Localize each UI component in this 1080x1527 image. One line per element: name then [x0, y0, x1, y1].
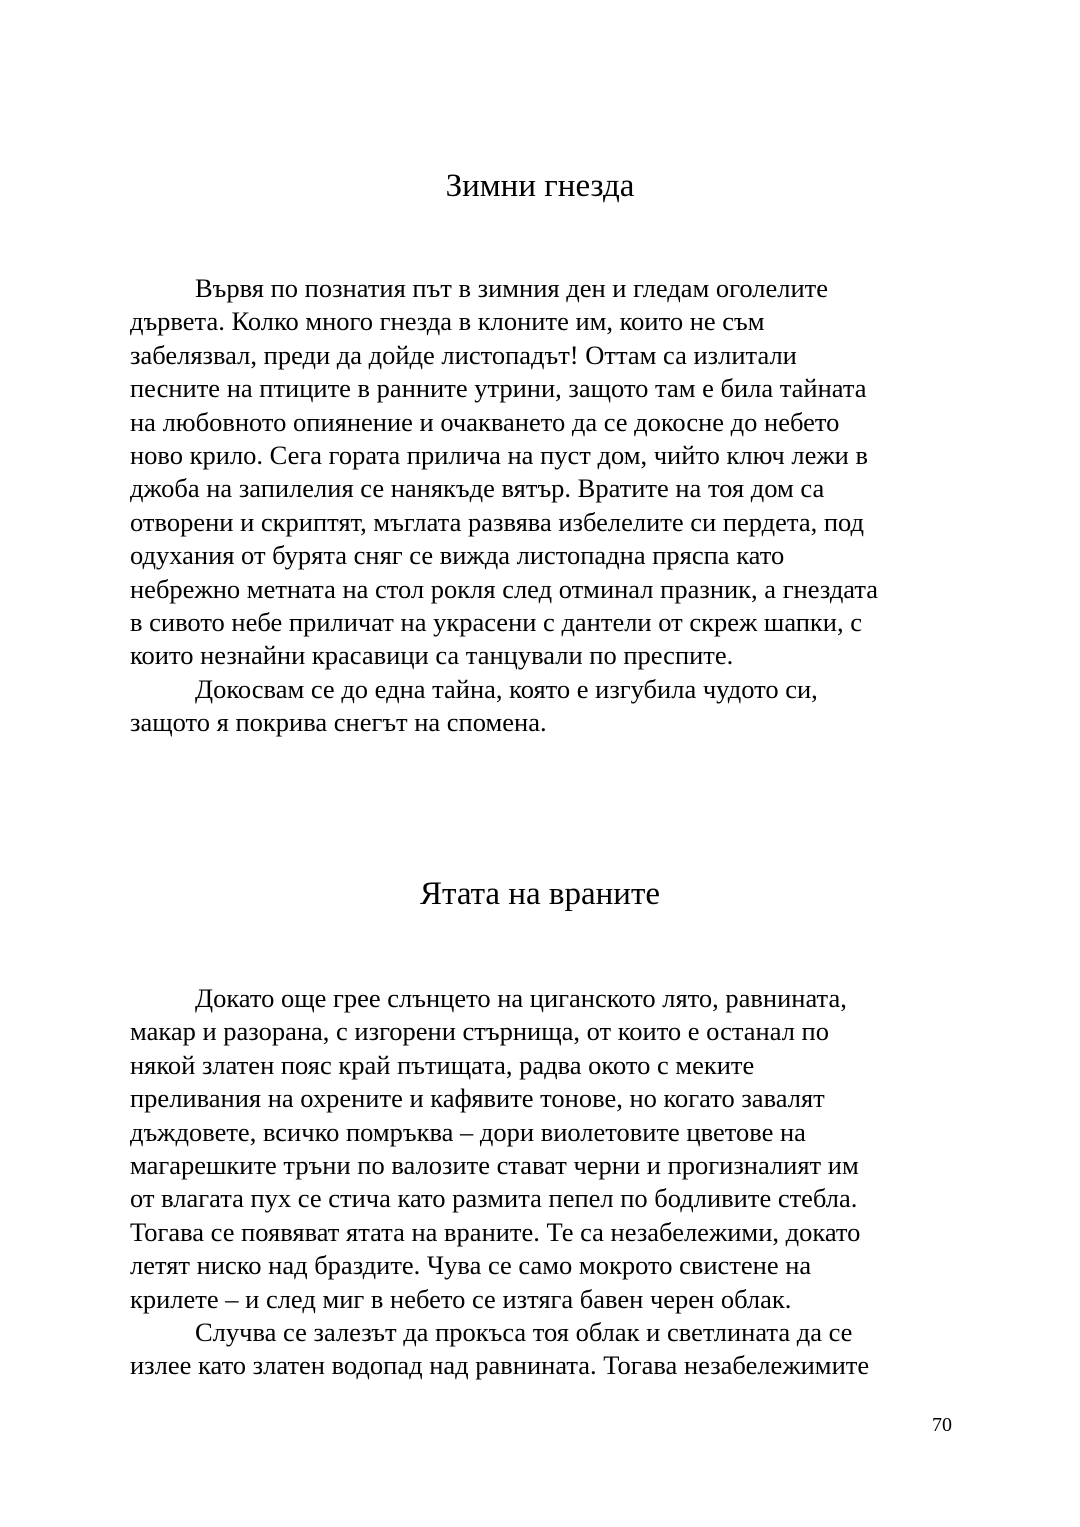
text-line: които незнайни красавици са танцували по преспите. — [130, 640, 734, 671]
text-line: дъждовете, всичко помръква – дори виолетовите цветове на — [130, 1116, 806, 1147]
text-line: отворени и скриптят, мъглата развява избелелите си пердета, под — [130, 506, 864, 537]
text-line: ново крило. Сега гората прилича на пуст дом, чийто ключ лежи в — [130, 440, 868, 471]
section-text-winter-nests — [130, 272, 960, 740]
section-title-crow-flocks: Ятата на враните — [419, 876, 661, 912]
text-line: забелязвал, преди да дойде листопадът! Оттам са излитали — [130, 339, 797, 370]
text-line: дървета. Колко много гнезда в клоните им, които не съм — [130, 306, 765, 337]
text-line: джоба на запилелия се нанякъде вятър. Вратите на тоя дом са — [130, 473, 825, 504]
text-line: песните на птиците в ранните утрини, защото там е била тайната — [130, 373, 867, 404]
text-line: излее като златен водопад над равнината. Тогава незабележимите — [130, 1350, 870, 1381]
text-line: макар и разорана, с изгорени стърнища, от които е останал по — [130, 1016, 829, 1047]
text-line: Докато още грее слънцето на циганското лято, равнината, — [195, 983, 847, 1013]
text-line: на любовното опиянение и очакването да се докосне до небето — [130, 406, 840, 437]
text-line: Вървя по познатия път в зимния ден и гледам оголелите — [195, 273, 828, 303]
text-line: защото я покрива снегът на спомена. — [130, 707, 547, 738]
text-line: небрежно метната на стол рокля след отминал празник, а гнездата — [130, 573, 879, 604]
text-line: Случва се залезът да прокъса тоя облак и светлината да се — [195, 1317, 853, 1348]
text-line: Докосвам се до една тайна, която е изгубила чудото си, — [195, 673, 818, 704]
text-line: някой златен пояс край пътищата, радва окото с меките — [130, 1049, 755, 1080]
text-line: Тогава се появяват ятата на враните. Те са незабележими, докато — [130, 1216, 861, 1247]
text-line: от влагата пух се стича като размита пепел по бодливите стебла. — [130, 1183, 858, 1214]
page-number: 70 — [932, 1414, 952, 1436]
section-title-winter-nests: Зимни гнезда — [445, 168, 635, 204]
text-line: одухания от бурята сняг се вижда листопадна пряспа като — [130, 540, 785, 571]
text-line: крилете – и след миг в небето се изтяга бавен черен облак. — [130, 1283, 792, 1314]
text-line: магарешките тръни по валозите стават черни и прогизналият им — [130, 1150, 859, 1181]
text-line: преливания на охрените и кафявите тонове, но когато завалят — [130, 1083, 825, 1114]
text-line: летят ниско над браздите. Чува се само мокрото свистене на — [130, 1250, 812, 1281]
section-text-crow-flocks — [130, 982, 960, 1383]
text-line: в сивото небе приличат на украсени с дантели от скреж шапки, с — [130, 607, 862, 638]
